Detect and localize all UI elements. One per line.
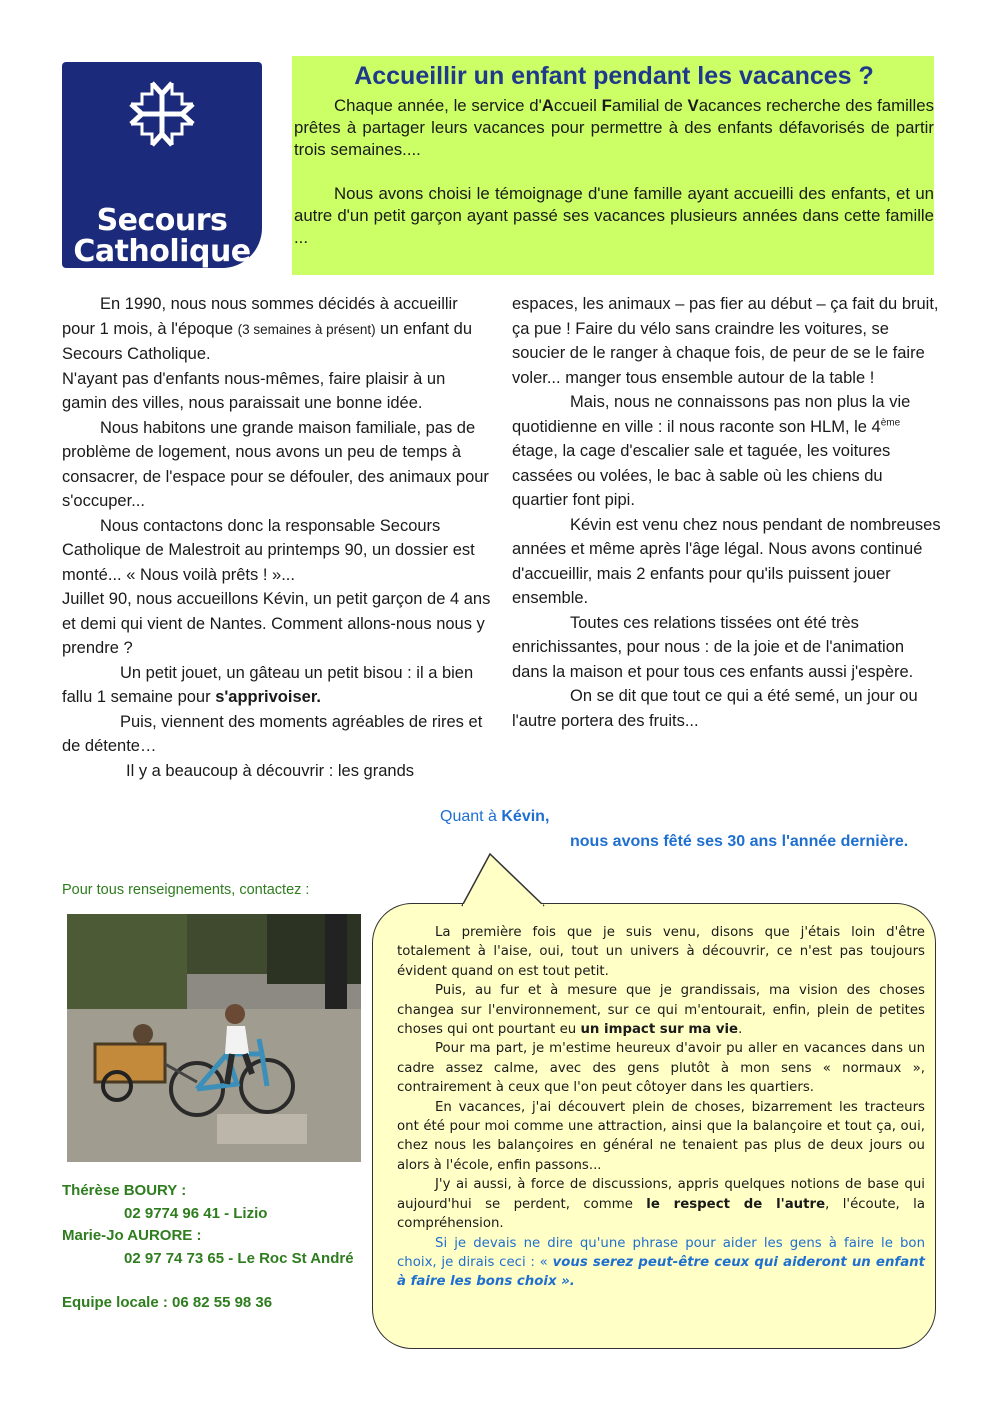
contact-name-1: Thérèse BOURY :: [62, 1182, 187, 1199]
article-right-column: [512, 292, 942, 733]
testimony-paragraph-4: En vacances, j'ai découvert plein de choses, bizarrement les tracteurs ont été pour moi comme une attraction, ainsi que la balançoire et tout ça, oui, chez nous les balançoires en général ne tenaient pas plus de deux jours ou alors à l'école, enfin passons...: [397, 1099, 925, 1173]
left-paragraph-5: Juillet 90, nous accueillons Kévin, un petit garçon de 4 ans et demi qui vient de Nantes. Comment allons-nous nous y prendre ?: [62, 590, 491, 657]
cross-icon: [128, 80, 196, 148]
intro-paragraph-2: Nous avons choisi le témoignage d'une famille ayant accueilli des enfants, et un autre d'un petit garçon ayant passé ses vacances plusieurs années dans cette famille ...: [294, 184, 934, 247]
logo-text-caritas: Caritas France: [68, 277, 256, 305]
contact-name-2: Marie-Jo AURORE :: [62, 1227, 202, 1244]
intro-paragraph-1: Chaque année, le service d'Accueil Familial de Vacances recherche des familles prêtes à partager leurs vacances pour permettre à des enfants défavorisés de partir trois semaines....: [294, 96, 934, 159]
testimony-paragraph-5: J'y ai aussi, à force de discussions, appris quelques notions de base qui aujourd'hui se perdent, comme le respect de l'autre, l'écoute, la compréhension.: [397, 1177, 925, 1232]
testimony-paragraph-2: Puis, au fur et à mesure que je grandissais, ma vision des choses changea sur l'environnement, sur ce qui m'entourait, enfin, plein de petites choses qui ont pourtant eu un impact sur ma vie.: [397, 983, 925, 1038]
left-paragraph-6: Un petit jouet, un gâteau un petit bisou : il a bien fallu 1 semaine pour s'apprivoiser.: [62, 663, 474, 706]
speech-bubble-tail: [440, 852, 550, 906]
right-paragraph-5: On se dit que tout ce qui a été semé, un jour ou l'autre portera des fruits...: [512, 687, 918, 730]
local-team-phone: Equipe locale : 06 82 55 98 36: [62, 1294, 273, 1311]
contact-phone-2: 02 97 74 73 65 - Le Roc St André: [124, 1249, 354, 1267]
contact-phone-1: 02 9774 96 41 - Lizio: [124, 1204, 268, 1222]
logo-text-secours: Secours: [96, 203, 228, 238]
left-paragraph-1: En 1990, nous nous sommes décidés à accueillir pour 1 mois, à l'époque (3 semaines à présent) un enfant du Secours Catholique.: [62, 295, 473, 363]
quote-line-1: Quant à Kévin,: [440, 808, 550, 825]
left-paragraph-8: Il y a beaucoup à découvrir : les grands: [126, 761, 415, 780]
right-paragraph-2: Mais, nous ne connaissons pas non plus la vie quotidienne en ville : il nous raconte son HLM, le 4ème étage, la cage d'escalier sale et taguée, les voitures cassées ou volées, le bac à sable où les chiens du quartier font pipi.: [512, 393, 911, 509]
left-paragraph-2: N'ayant pas d'enfants nous-mêmes, faire plaisir à un gamin des villes, nous paraissait une bonne idée.: [62, 369, 446, 412]
contact-heading: Pour tous renseignements, contactez :: [62, 882, 310, 898]
intro-box: [292, 56, 934, 275]
left-paragraph-3: Nous habitons une grande maison familiale, pas de problème de logement, nous avons un peu de temps à consacrer, de l'espace pour se défouler, des animaux pour s'occuper...: [62, 418, 489, 510]
article-left-column: [62, 292, 492, 783]
testimony-speech-bubble: [372, 903, 936, 1349]
logo-text-catholique: Catholique: [73, 234, 251, 269]
left-paragraph-4: Nous contactons donc la responsable Secours Catholique de Malestroit au printemps 90, un dossier est monté... « Nous voilà prêts ! »...: [62, 516, 475, 584]
quote-line-2: nous avons fêté ses 30 ans l'année dernière.: [570, 833, 909, 850]
right-paragraph-3: Kévin est venu chez nous pendant de nombreuses années et même après l'âge légal. Nous avons continué d'accueillir, mais 2 enfants pour qu'ils puissent jouer ensemble.: [512, 515, 941, 607]
testimony-paragraph-6: Si je devais ne dire qu'une phrase pour aider les gens à faire le bon choix, je dirais ceci : « vous serez peut-être ceux qui aideront un enfant à faire les bons choix ».: [397, 1235, 925, 1290]
left-paragraph-7: Puis, viennent des moments agréables de rires et de détente…: [62, 712, 483, 755]
contact-list: [62, 1180, 354, 1315]
photo-children-bicycle: [67, 914, 361, 1162]
secours-catholique-logo: [62, 62, 262, 305]
testimony-paragraph-3: Pour ma part, je m'estime heureux d'avoir pu aller en vacances dans un cadre assez calme, avec des gens plutôt à mon sens « normaux », contrairement à ceux que l'on peut côtoyer dans les quartiers.: [397, 1041, 925, 1096]
right-paragraph-1: espaces, les animaux – pas fier au début – ça fait du bruit, ça pue ! Faire du vélo sans craindre les voitures, se soucier de le ranger à chaque fois, de peur de se le faire voler... manger tous ensemble autour de la table !: [512, 295, 939, 387]
right-paragraph-4: Toutes ces relations tissées ont été très enrichissantes, pour nous : de la joie et de l'animation dans la maison et pour tous ces enfants aussi j'espère.: [512, 613, 914, 681]
testimony-paragraph-1: La première fois que je suis venu, disons que j'étais loin d'être totalement à l'aise, oui, tout un univers à découvrir, ce n'est pas toujours évident quand on est tout petit.: [397, 925, 925, 979]
page-title: Accueillir un enfant pendant les vacances ?: [354, 62, 874, 90]
